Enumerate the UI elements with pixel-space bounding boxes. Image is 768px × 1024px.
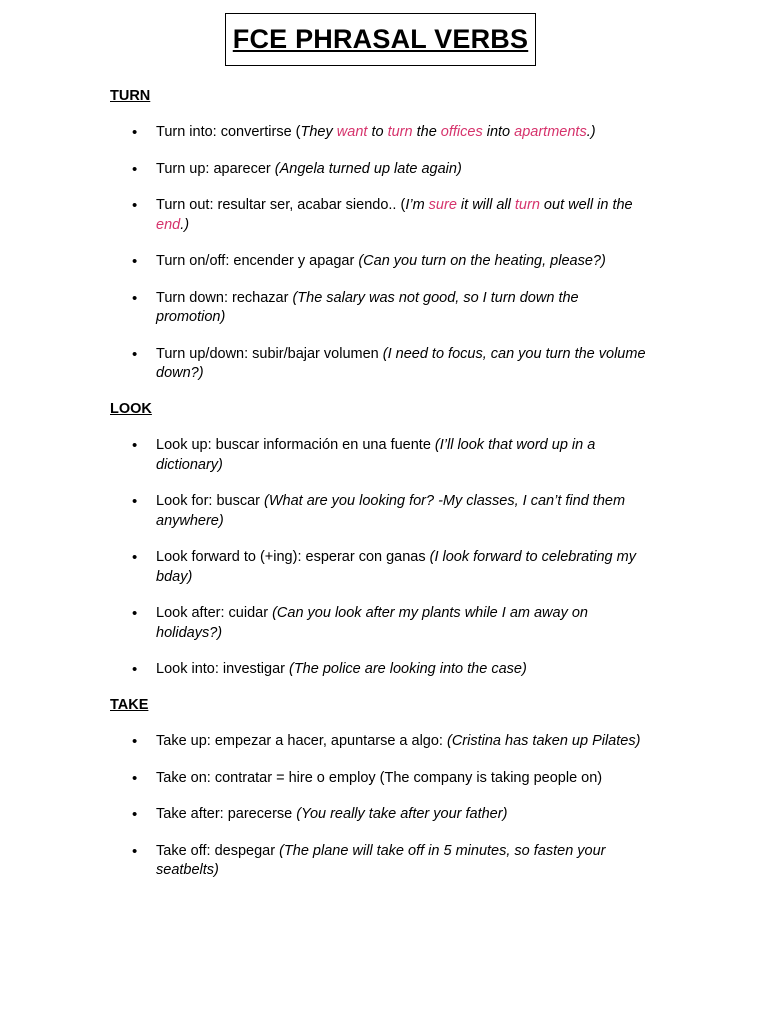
verb-definition: Take after: parecerse — [156, 806, 297, 822]
verb-definition: Turn on/off: encender y apagar — [156, 253, 359, 269]
list-item — [156, 196, 646, 235]
take-list — [156, 732, 646, 898]
verb-example: (I need to focus, can you turn the volume down?) — [156, 345, 646, 381]
title-box — [225, 13, 536, 66]
verb-definition: Turn out: resultar ser, acabar siendo.. ( — [156, 197, 406, 213]
highlighted-word: apartments — [514, 124, 587, 140]
section-heading-take: TAKE — [110, 697, 149, 713]
list-item — [156, 660, 646, 680]
highlighted-word: turn — [387, 124, 413, 140]
verb-definition: Turn up: aparecer — [156, 160, 275, 177]
list-item — [156, 345, 646, 384]
list-item — [156, 289, 646, 328]
verb-definition: Take up: empezar a hacer, apuntarse a algo: — [156, 733, 447, 749]
verb-example: (The police are looking into the case) — [289, 661, 527, 677]
verb-definition: Turn into: convertirse ( — [156, 124, 301, 140]
list-item — [156, 805, 646, 825]
verb-definition: Look for: buscar — [156, 493, 264, 509]
list-item — [156, 604, 646, 643]
list-item — [156, 492, 646, 531]
list-item — [156, 548, 646, 587]
verb-example: (You really take after your father) — [296, 806, 508, 822]
list-item — [156, 436, 646, 475]
page-title: FCE PHRASAL VERBS — [232, 24, 529, 54]
verb-definition: Look after: cuidar — [156, 605, 273, 621]
verb-example: I’m sure it will all turn out well in the end.) — [156, 197, 633, 233]
highlighted-word: end — [156, 216, 181, 233]
highlighted-word: sure — [428, 197, 457, 213]
list-item — [156, 160, 646, 180]
verb-example: (Can you turn on the heating, please?) — [358, 253, 606, 269]
highlighted-word: want — [336, 124, 368, 140]
verb-definition: Turn down: rechazar — [156, 289, 293, 306]
verb-example: (I look forward to celebrating my bday) — [156, 549, 636, 585]
verb-example: (What are you looking for? -My classes, I can’t find them anywhere) — [156, 493, 626, 529]
verb-example: (Cristina has taken up Pilates) — [447, 733, 641, 749]
verb-example: (The salary was not good, so I turn down the promotion) — [156, 289, 579, 325]
verb-definition: Take on: contratar = hire o employ (The company is taking people on) — [156, 769, 603, 786]
verb-definition: Look forward to (+ing): esperar con ganas — [156, 549, 430, 565]
verb-definition: Take off: despegar — [156, 842, 280, 859]
verb-example: They want to turn the offices into apartments.) — [300, 124, 596, 140]
verb-definition: Look up: buscar información en una fuente — [156, 437, 435, 453]
verb-definition: Look into: investigar — [156, 661, 289, 677]
highlighted-word: turn — [514, 197, 540, 213]
highlighted-word: offices — [440, 124, 483, 140]
list-item — [156, 842, 646, 881]
verb-example: (Can you look after my plants while I am away on holidays?) — [156, 605, 588, 641]
verb-example: (The plane will take off in 5 minutes, so fasten your seatbelts) — [156, 842, 606, 878]
verb-example: (I’ll look that word up in a dictionary) — [156, 437, 596, 473]
section-heading-turn: TURN — [110, 88, 151, 104]
list-item — [156, 732, 646, 752]
verb-definition: Turn up/down: subir/bajar volumen — [156, 345, 383, 362]
section-heading-look: LOOK — [110, 401, 152, 417]
look-list — [156, 436, 646, 697]
list-item — [156, 123, 646, 143]
turn-list — [156, 123, 646, 401]
verb-example: (Angela turned up late again) — [274, 160, 462, 177]
list-item — [156, 252, 646, 272]
list-item — [156, 769, 646, 789]
